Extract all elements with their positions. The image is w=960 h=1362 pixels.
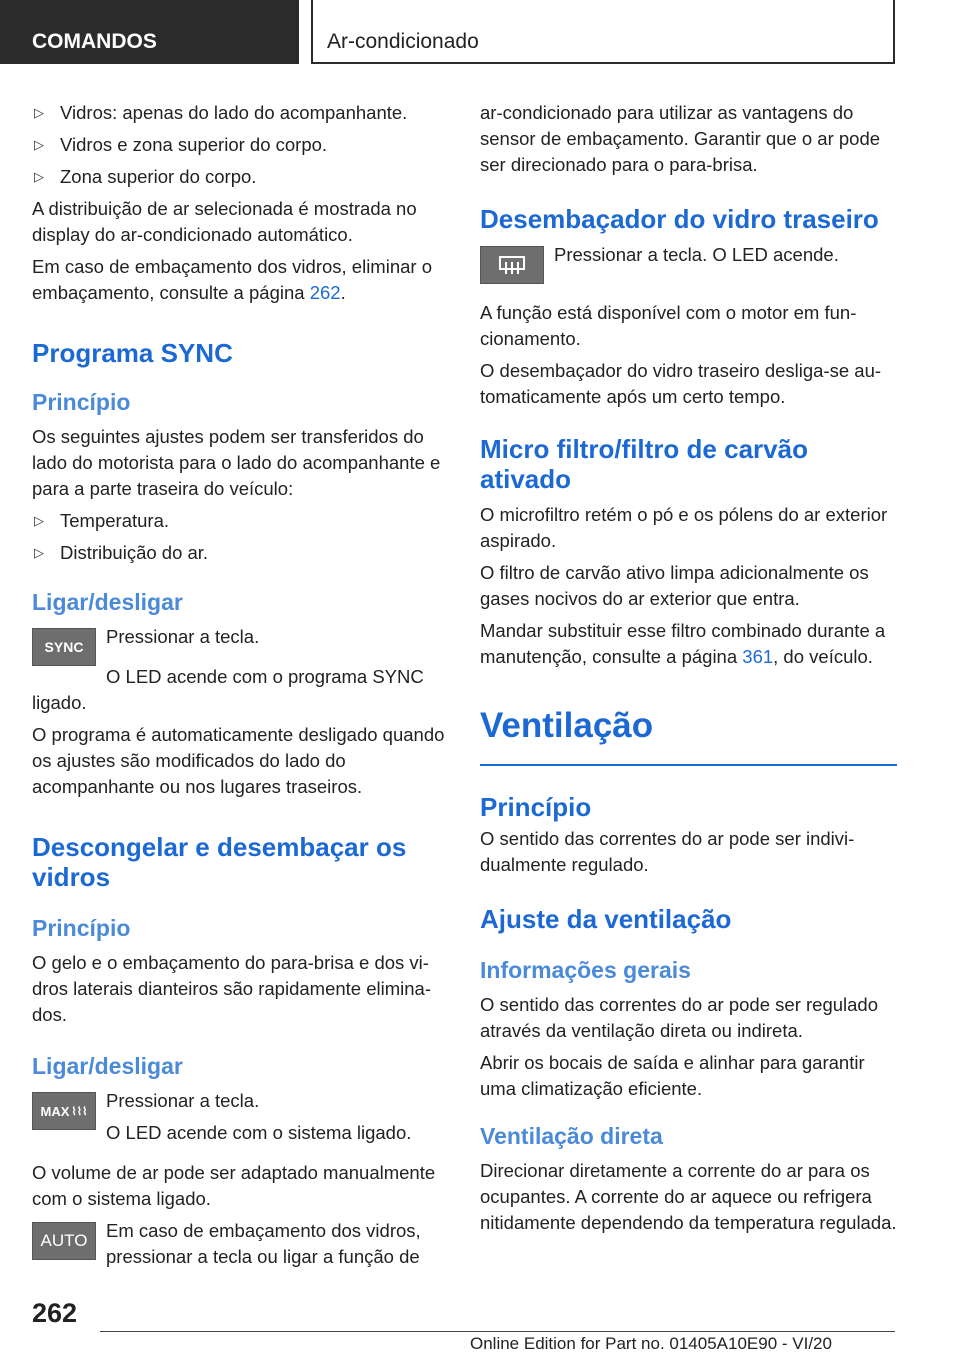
paragraph: O LED acende com o programa SYNC ligado. <box>32 666 424 713</box>
triangle-bullet-icon: ▷ <box>34 513 44 528</box>
paragraph: O gelo e o embaçamento do para-brisa e dos vidros laterais dianteiros são rapidamente eliminados. <box>32 952 431 1025</box>
subheading-principio: Princípio <box>32 389 131 415</box>
heading-desembacador-traseiro: Desembaçador do vidro traseiro <box>480 204 879 234</box>
chapter-title: Ar-condicionado <box>311 0 895 64</box>
rear-window-heater-icon <box>497 254 527 276</box>
heading-ventilacao: Ventilação <box>480 706 654 745</box>
page-number: 262 <box>32 1298 78 1328</box>
paragraph: O microfiltro retém o pó e os pólens do ar exterior aspirado. <box>480 504 888 551</box>
heading-sync: Programa SYNC <box>32 338 233 368</box>
triangle-bullet-icon: ▷ <box>34 169 44 184</box>
max-defrost-button-icon: MAX ⌇⌇⌇ <box>32 1092 96 1130</box>
heading-filtro: Micro filtro/filtro de carvão ativado <box>480 434 808 494</box>
paragraph: Pressionar a tecla. <box>106 626 260 647</box>
triangle-bullet-icon: ▷ <box>34 105 44 120</box>
heading-ajuste-ventilacao: Ajuste da ventilação <box>480 904 732 934</box>
paragraph: Pressionar a tecla. O LED acende. <box>554 244 839 265</box>
paragraph: O sentido das correntes do ar pode ser regulado através da ventilação direta ou indireta. <box>480 994 878 1041</box>
max-key-block <box>32 1088 449 1146</box>
page-link[interactable]: 262 <box>309 282 341 303</box>
bullet-item: ▷ Temperatura. <box>32 508 449 534</box>
subheading-ligar-desligar: Ligar/desligar <box>32 1053 183 1079</box>
bullet-item: ▷ Vidros: apenas do lado do acompanhante. <box>32 100 449 126</box>
paragraph: O sentido das correntes do ar pode ser individualmente regulado. <box>480 828 855 875</box>
paragraph: O volume de ar pode ser adaptado manualmente com o sistema ligado. <box>32 1162 436 1209</box>
sync-key-block <box>32 624 449 664</box>
bullet-item: ▷ Zona superior do corpo. <box>32 164 449 190</box>
sync-button-icon: SYNC <box>32 628 96 666</box>
right-column <box>480 100 897 1236</box>
auto-key-block <box>32 1218 449 1270</box>
paragraph: Abrir os bocais de saída e alinhar para garantir uma climatização eficiente. <box>480 1052 865 1099</box>
paragraph: Os seguintes ajustes podem ser transferidos do lado do motorista para o lado do acompanhante e para a parte traseira do veículo: <box>32 426 441 499</box>
subheading-ligar-desligar: Ligar/desligar <box>32 589 183 615</box>
paragraph: A função está disponível com o motor em funcionamento. <box>480 302 857 349</box>
rear-defrost-key-block <box>480 242 897 286</box>
paragraph: O desembaçador do vidro traseiro desliga-se automaticamente após um certo tempo. <box>480 360 882 407</box>
heading-principio: Princípio <box>480 792 592 822</box>
paragraph: Mandar substituir esse filtro combinado durante a manutenção, consulte a página 361, do veículo. <box>480 620 886 667</box>
subheading-informacoes-gerais: Informações gerais <box>480 957 691 983</box>
paragraph: A distribuição de ar selecionada é mostrada no display do ar-condicionado automático. <box>32 198 417 245</box>
section-divider <box>480 764 897 766</box>
bullet-item: ▷ Vidros e zona superior do corpo. <box>32 132 449 158</box>
left-column <box>32 100 449 1270</box>
paragraph: Direcionar diretamente a corrente do ar para os ocupantes. A corrente do ar aquece ou refrigera nitidamente dependendo da temperatura regulada. <box>480 1160 897 1233</box>
page-link[interactable]: 361 <box>742 646 774 667</box>
paragraph: O LED acende com o sistema ligado. <box>106 1122 412 1143</box>
paragraph: Em caso de embaçamento dos vidros, pressionar a tecla ou ligar a função de <box>106 1220 421 1267</box>
subheading-ventilacao-direta: Ventilação direta <box>480 1123 663 1149</box>
bullet-item: ▷ Distribuição do ar. <box>32 540 449 566</box>
subheading-principio: Princípio <box>32 915 131 941</box>
section-tab: COMANDOS <box>0 0 299 64</box>
paragraph: Em caso de embaçamento dos vidros, eliminar o embaçamento, consulte a página 262. <box>32 256 432 303</box>
heading-descongelar: Descongelar e desembaçar os vidros <box>32 832 407 892</box>
triangle-bullet-icon: ▷ <box>34 137 44 152</box>
paragraph: O programa é automaticamente desligado quando os ajustes são modificados do lado do acompanhante ou nos lugares traseiros. <box>32 724 445 797</box>
paragraph: O filtro de carvão ativo limpa adicionalmente os gases nocivos do ar exterior que entra. <box>480 562 869 609</box>
footer-divider <box>100 1331 895 1332</box>
edition-footer: Online Edition for Part no. 01405A10E90 - VI/20 <box>470 1334 832 1353</box>
rear-defrost-button-icon <box>480 246 544 284</box>
paragraph: Pressionar a tecla. <box>106 1090 260 1111</box>
paragraph: ar-condicionado para utilizar as vantagens do sensor de embaçamento. Garantir que o ar pode ser direcionado para o para-brisa. <box>480 102 881 175</box>
triangle-bullet-icon: ▷ <box>34 545 44 560</box>
auto-button-icon: AUTO <box>32 1222 96 1260</box>
